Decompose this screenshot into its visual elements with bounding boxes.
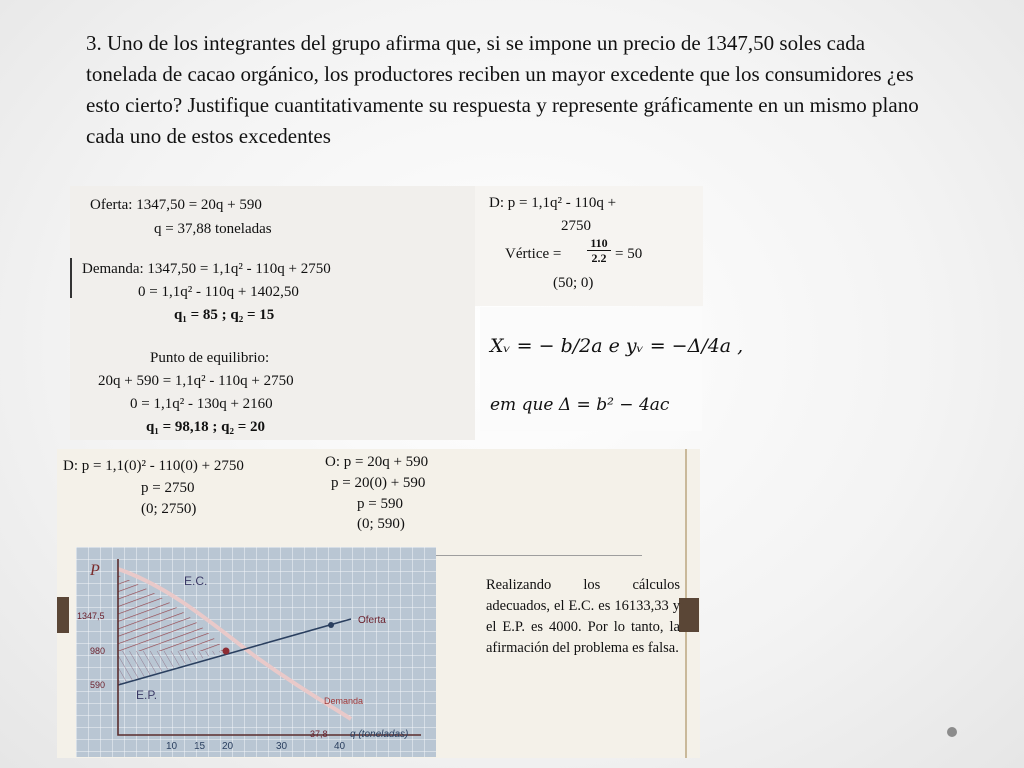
x-tick-5: 40 — [334, 741, 346, 752]
slide-indicator-dot — [947, 727, 957, 737]
ep-label: E.P. — [136, 688, 158, 702]
demand-eq-line-2: 2750 — [561, 218, 591, 234]
surplus-graph — [76, 547, 436, 757]
x-tick-0: 10 — [166, 741, 178, 752]
vertex-denominator: 2.2 — [591, 251, 607, 265]
demand-intercept-line-2: p = 2750 — [141, 480, 195, 496]
y-axis-label: P — [90, 562, 100, 579]
y-tick-2: 590 — [90, 680, 106, 690]
x-axis-label: q (toneladas) — [350, 729, 409, 740]
demand-intercept-point: (0; 2750) — [141, 501, 197, 517]
oferta-line-1: Oferta: 1347,50 = 20q + 590 — [90, 197, 262, 213]
supply-intercept-line-3: p = 590 — [357, 496, 403, 512]
y-tick-1: 980 — [90, 646, 106, 656]
demanda-line-2: 0 = 1,1q² - 110q + 1402,50 — [138, 284, 299, 300]
demand-intercept-line-1: D: p = 1,1(0)² - 110(0) + 2750 — [63, 458, 244, 474]
y-tick-0: 1347,5 — [77, 611, 105, 621]
demanda-label: Demanda — [324, 696, 364, 706]
right-tab — [679, 598, 699, 632]
demanda-line-3: q₁ = 85 ; q₂ = 15 — [174, 307, 275, 323]
demand-eq-line-1: D: p = 1,1q² - 110q + — [489, 195, 617, 211]
vertex-label: Vértice = — [505, 246, 562, 262]
x-tick-2: 20 — [222, 741, 234, 752]
vertex-point: (50; 0) — [553, 275, 594, 291]
vertex-calculation — [475, 186, 703, 306]
x-tick-3: 30 — [276, 741, 288, 752]
supply-intercept-line-2: p = 20(0) + 590 — [331, 475, 426, 491]
vertex-numerator: 110 — [587, 236, 611, 251]
supply-demand-calculation — [70, 186, 475, 440]
supply-intercept-line-1: O: p = 20q + 590 — [325, 454, 429, 470]
vertex-formula-line-1: Xᵥ = − b/2a e yᵥ = −Δ/4a , — [490, 335, 744, 357]
supply-intercept-point: (0; 590) — [357, 516, 405, 532]
equilibrium-line-2: 0 = 1,1q² - 130q + 2160 — [130, 396, 273, 412]
oferta-line-2: q = 37,88 toneladas — [154, 221, 272, 237]
ec-label: E.C. — [184, 574, 208, 588]
oferta-label: Oferta — [358, 615, 386, 626]
vertex-value: = 50 — [615, 246, 643, 262]
demanda-line-1: Demanda: 1347,50 = 1,1q² - 110q + 2750 — [82, 261, 331, 277]
x-tick-1: 15 — [194, 741, 206, 752]
x-tick-4: 37,8 — [310, 729, 328, 739]
left-tab — [57, 597, 69, 633]
equilibrium-title: Punto de equilibrio: — [150, 350, 270, 366]
equilibrium-line-3: q₁ = 98,18 ; q₂ = 20 — [146, 419, 266, 435]
question-text: 3. Uno de los integrantes del grupo afirma que, si se impone un precio de 1347,50 soles cada tonelada de cacao orgánico, los productores reciben un mayor excedente que los consumidores ¿es esto cierto? Justifique cuantitativamente su respuesta y represente gráficamente en un mismo plano cada uno de estos excedentes — [86, 31, 919, 148]
vertex-formula — [480, 307, 744, 431]
conclusion-text: Realizando los cálculos adecuados, el E.C. es 16133,33 y el E.P. es 4000. Por lo tanto, la afirmación del problema es falsa. — [486, 577, 680, 656]
equilibrium-line-1: 20q + 590 = 1,1q² - 110q + 2750 — [98, 373, 294, 389]
vertex-formula-line-2: em que Δ = b² − 4ac — [490, 395, 670, 415]
